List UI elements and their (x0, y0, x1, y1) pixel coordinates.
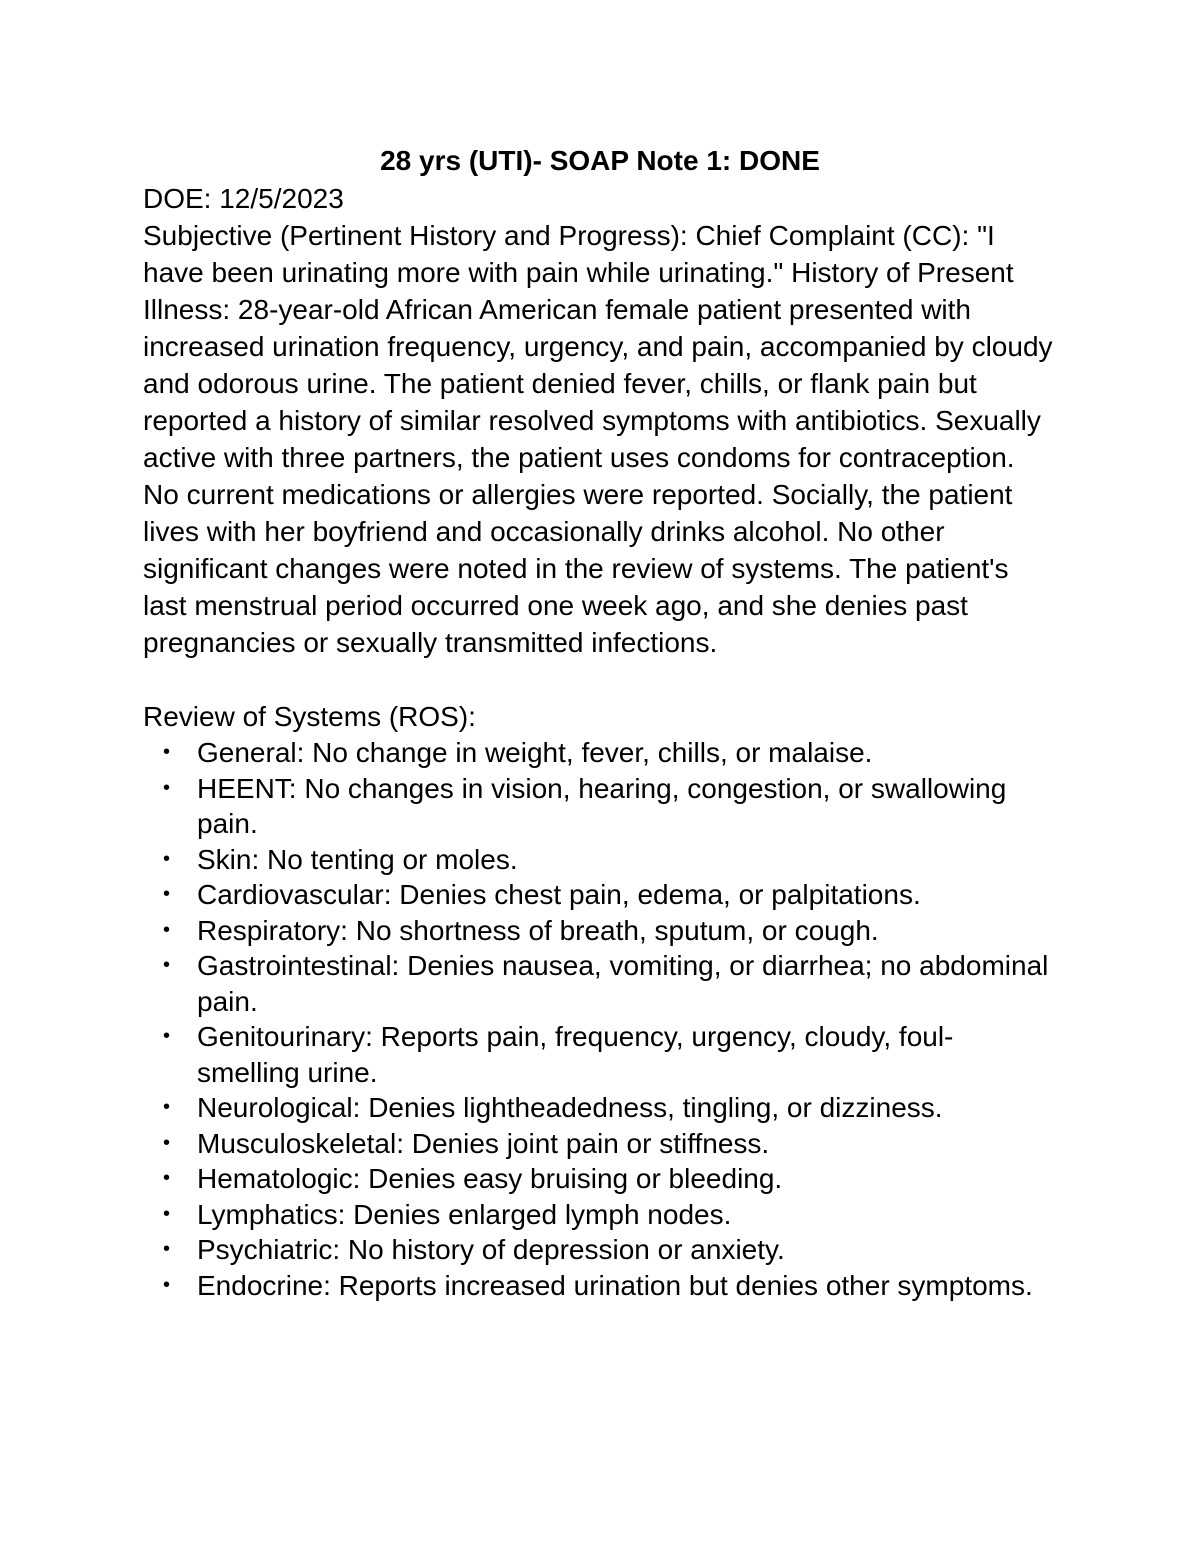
ros-item (143, 877, 1053, 913)
ros-item-text: Neurological: Denies lightheadedness, tingling, or dizziness. (197, 1092, 943, 1123)
ros-item (143, 1161, 1053, 1197)
ros-item (143, 1232, 1053, 1268)
bullet-icon: • (163, 1167, 171, 1189)
ros-item (143, 842, 1053, 878)
subjective-paragraph: Subjective (Pertinent History and Progress): Chief Complaint (CC): "I have been urinating more with pain while urinating." History of Present Illness: 28-year-old African American female patient presented with increased urination frequency, urgency, and pain, accompanied by cloudy and odorous urine. The patient denied fever, chills, or flank pain but reported a history of similar resolved symptoms with antibiotics. Sexually active with three partners, the patient uses condoms for contraception. No current medications or allergies were reported. Socially, the patient lives with her boyfriend and occasionally drinks alcohol. No other significant changes were noted in the review of systems. The patient's last menstrual period occurred one week ago, and she denies past pregnancies or sexually transmitted infections. (143, 220, 1053, 658)
ros-item (143, 1090, 1053, 1126)
bullet-icon: • (163, 741, 171, 763)
ros-item (143, 771, 1053, 842)
ros-item-text: Hematologic: Denies easy bruising or bleeding. (197, 1163, 783, 1194)
bullet-icon: • (163, 1238, 171, 1260)
bullet-icon: • (163, 883, 171, 905)
ros-item (143, 1197, 1053, 1233)
bullet-icon: • (163, 776, 171, 799)
bullet-icon: • (163, 1131, 171, 1154)
bullet-icon: • (163, 1025, 171, 1047)
bullet-icon: • (163, 1202, 171, 1225)
ros-item-text: Psychiatric: No history of depression or anxiety. (197, 1234, 785, 1265)
ros-item (143, 948, 1053, 1019)
ros-item-text: Respiratory: No shortness of breath, sputum, or cough. (197, 914, 879, 946)
ros-list (143, 735, 1053, 1303)
ros-heading: Review of Systems (ROS): (143, 701, 476, 732)
bullet-icon: • (163, 954, 171, 976)
date-of-encounter: DOE: 12/5/2023 (143, 183, 344, 214)
ros-item-text: Endocrine: Reports increased urination but denies other symptoms. (197, 1269, 1033, 1301)
ros-item (143, 1126, 1053, 1162)
ros-item-text: Genitourinary: Reports pain, frequency, urgency, cloudy, foul-smelling urine. (197, 1021, 954, 1088)
bullet-icon: • (163, 1273, 171, 1296)
page-title: 28 yrs (UTI)- SOAP Note 1: DONE (380, 145, 820, 176)
ros-item (143, 735, 1053, 771)
ros-item (143, 1019, 1053, 1090)
document-body (143, 180, 1053, 1303)
bullet-icon: • (163, 847, 171, 870)
ros-item-text: Gastrointestinal: Denies nausea, vomiting, or diarrhea; no abdominal pain. (197, 950, 1049, 1017)
ros-item-text: General: No change in weight, fever, chills, or malaise. (197, 737, 873, 768)
bullet-icon: • (163, 918, 171, 941)
bullet-icon: • (163, 1096, 171, 1118)
ros-item-text: Lymphatics: Denies enlarged lymph nodes. (197, 1198, 732, 1230)
ros-item (143, 913, 1053, 949)
ros-item-text: Musculoskeletal: Denies joint pain or stiffness. (197, 1127, 770, 1159)
ros-item-text: HEENT: No changes in vision, hearing, congestion, or swallowing pain. (197, 772, 1007, 839)
paragraph-spacer (143, 661, 1053, 698)
ros-item (143, 1268, 1053, 1304)
ros-item-text: Cardiovascular: Denies chest pain, edema, or palpitations. (197, 879, 921, 910)
ros-item-text: Skin: No tenting or moles. (197, 843, 518, 875)
